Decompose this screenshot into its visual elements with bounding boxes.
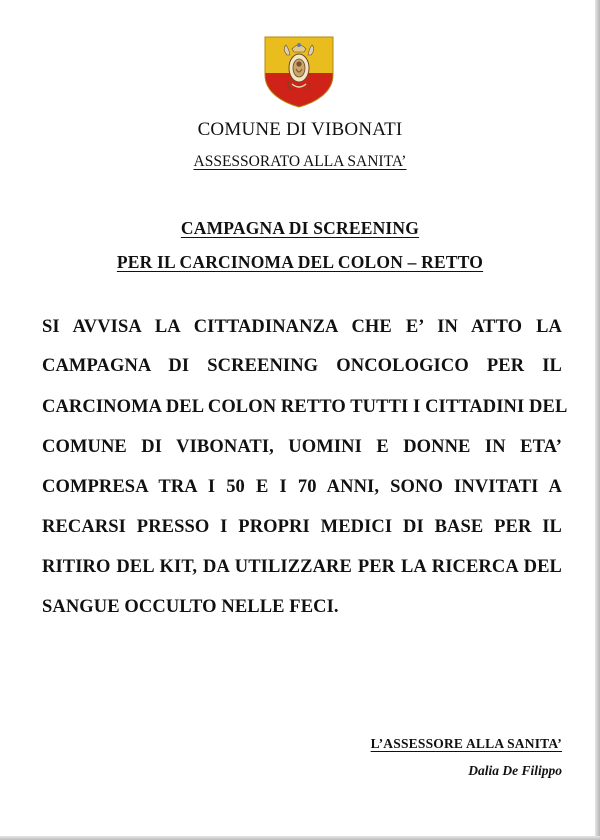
notice-line: RECARSI PRESSO I PROPRI MEDICI DI BASE PER IL [42,517,562,537]
signatory-title: L’ASSESSORE ALLA SANITA’ [370,736,562,751]
notice-line: COMPRESA TRA I 50 E I 70 ANNI, SONO INVITATI A [42,477,562,497]
notice-line: COMUNE DI VIBONATI, UOMINI E DONNE IN ETA’ [42,437,562,457]
signatory-name: Dalia De Filippo [468,763,562,778]
notice-line: RITIRO DEL KIT, DA UTILIZZARE PER LA RICERCA DEL [42,557,562,577]
notice-line: CARCINOMA DEL COLON RETTO TUTTI I CITTADINI DEL [42,397,568,417]
notice-line: SANGUE OCCULTO NELLE FECI. [42,597,339,617]
notice-line: CAMPAGNA DI SCREENING ONCOLOGICO PER IL [42,356,562,376]
campaign-title-line-1: CAMPAGNA DI SCREENING [180,218,420,238]
coat-of-arms-icon [262,35,336,109]
department-name: ASSESSORATO ALLA SANITA’ [193,153,407,170]
municipality-name: COMUNE DI VIBONATI [197,119,403,140]
page-edge-shadow [595,0,600,840]
page-edge-shadow-bottom [0,836,600,840]
campaign-title-line-2: PER IL CARCINOMA DEL COLON – RETTO [116,252,484,272]
notice-line: SI AVVISA LA CITTADINANZA CHE E’ IN ATTO LA [42,317,562,337]
